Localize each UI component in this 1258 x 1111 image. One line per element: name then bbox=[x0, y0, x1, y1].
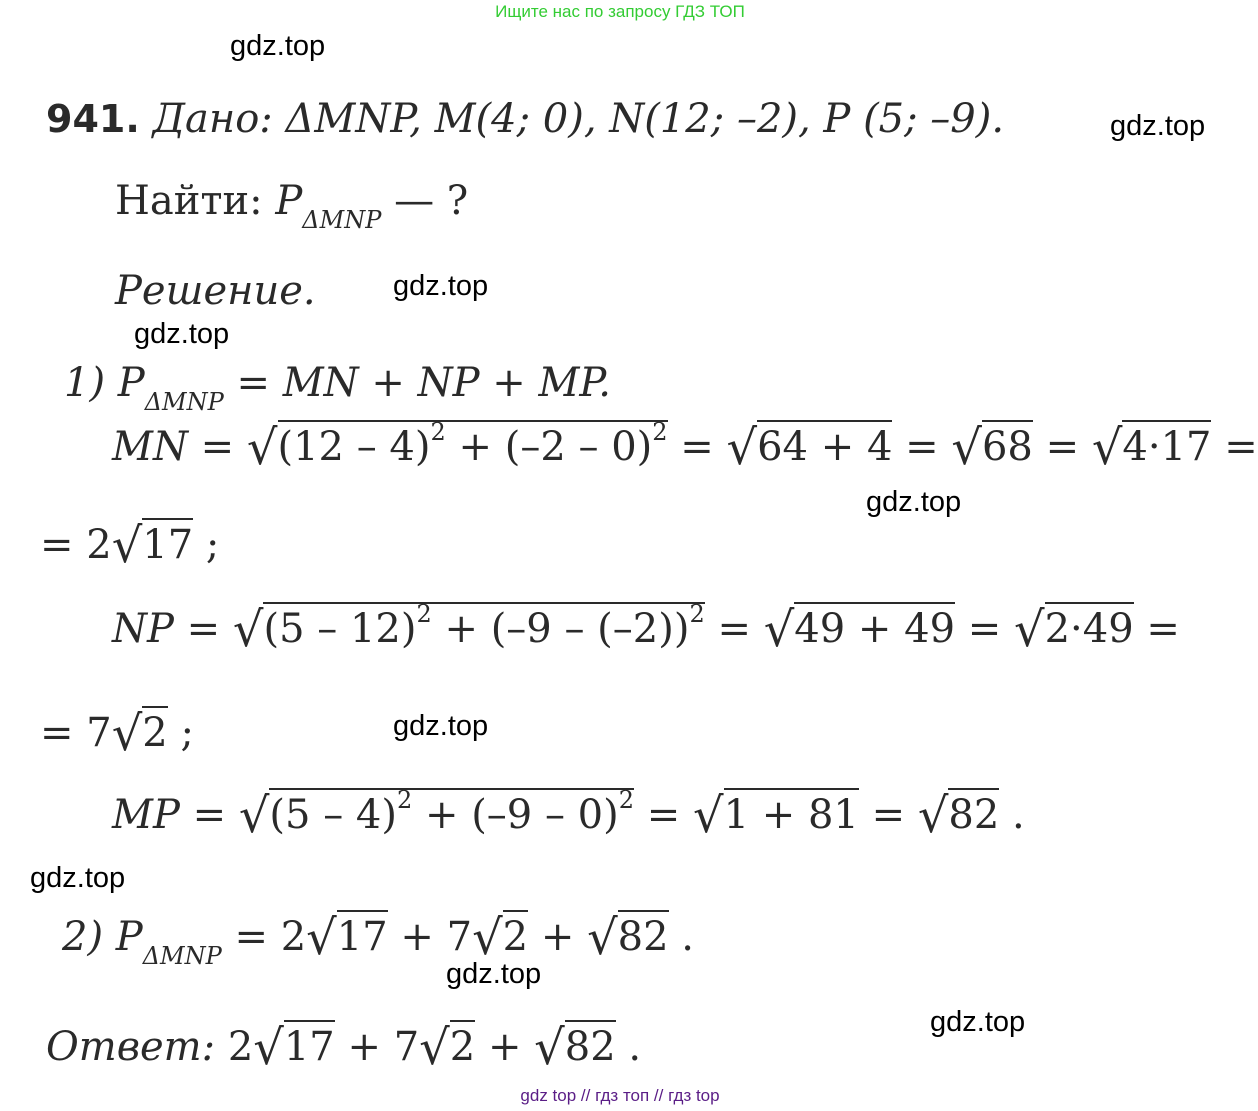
exponent: 2 bbox=[689, 600, 705, 628]
step1-subscript: ΔMNP bbox=[144, 388, 224, 416]
watermark: gdz.top bbox=[930, 1006, 1026, 1038]
exponent: 2 bbox=[618, 786, 635, 814]
watermark: gdz.top bbox=[393, 710, 489, 742]
step1-lhs: 1) P bbox=[64, 360, 145, 406]
given-text: ΔMNP, M(4; 0), N(12; –2), P (5; –9). bbox=[285, 96, 1005, 142]
np-line bbox=[112, 600, 1180, 658]
radicand: 49 + 49 bbox=[794, 602, 955, 652]
step2-subscript: ΔMNP bbox=[142, 942, 222, 970]
radicand: 68 bbox=[982, 420, 1033, 470]
find-subscript: ΔMNP bbox=[302, 206, 382, 234]
radicand: 17 bbox=[142, 518, 193, 568]
np-radical-2: √49 + 49 bbox=[763, 602, 956, 658]
step2-radical-2: √2 bbox=[472, 910, 529, 966]
given-label: Дано: bbox=[152, 96, 273, 142]
footer-links: gdz top // гдз топ // гдз top bbox=[520, 1086, 720, 1105]
mn-radical-4: √4·17 bbox=[1091, 420, 1212, 476]
equals: = bbox=[1224, 424, 1258, 470]
equals: = bbox=[680, 424, 714, 470]
find-label: Найти: bbox=[115, 178, 263, 224]
radicand: 2·49 bbox=[1045, 602, 1134, 652]
mp-line bbox=[112, 786, 1025, 844]
radicand: 82 bbox=[618, 910, 669, 960]
mn-radical-3: √68 bbox=[951, 420, 1033, 476]
mn-result bbox=[40, 518, 220, 574]
radicand: 2 bbox=[450, 1020, 475, 1070]
mn-result-radical: √17 bbox=[111, 518, 194, 574]
solution-label: Решение. bbox=[115, 268, 316, 314]
equals: = bbox=[967, 606, 1002, 652]
period: . bbox=[628, 1024, 642, 1070]
radicand: 2 bbox=[503, 910, 528, 960]
answer-radical-2: √2 bbox=[419, 1020, 476, 1076]
plus-coefficient: + 7 bbox=[400, 914, 473, 960]
period: . bbox=[681, 914, 694, 960]
np-label: NP = bbox=[112, 606, 221, 652]
equals: = bbox=[871, 792, 906, 838]
answer-radical-1: √17 bbox=[253, 1020, 335, 1076]
exponent: 2 bbox=[416, 600, 432, 628]
step2-line bbox=[62, 910, 694, 970]
mp-radical-2: √1 + 81 bbox=[692, 788, 859, 844]
radicand-part: + (–9 – 0) bbox=[424, 792, 619, 838]
plus: + bbox=[540, 914, 575, 960]
radicand-part: (12 – 4) bbox=[277, 424, 431, 470]
step2-radical-3: √82 bbox=[587, 910, 669, 966]
equals: = bbox=[1045, 424, 1080, 470]
mp-radical-1: √(5 – 4)$^2$ + (–9 – 0)$^2$ bbox=[238, 786, 635, 844]
step2-radical-1: √17 bbox=[306, 910, 388, 966]
np-result bbox=[40, 706, 194, 762]
equals: = bbox=[905, 424, 939, 470]
answer-radical-3: √82 bbox=[534, 1020, 616, 1076]
radicand: 82 bbox=[948, 788, 999, 838]
coefficient: = 2 bbox=[40, 522, 112, 568]
mp-label: MP = bbox=[112, 792, 227, 838]
np-radical-1: √(5 – 12)$^2$ + (–9 – (–2))$^2$ bbox=[232, 600, 705, 658]
radicand: 1 + 81 bbox=[724, 788, 859, 838]
watermark: gdz.top bbox=[1110, 110, 1206, 142]
find-line bbox=[115, 178, 469, 234]
equals-coefficient: = 2 bbox=[234, 914, 307, 960]
watermark: gdz.top bbox=[446, 958, 542, 990]
np-radical-3: √2·49 bbox=[1013, 602, 1134, 658]
watermark: gdz.top bbox=[393, 270, 489, 302]
radicand-part: + (–2 – 0) bbox=[458, 424, 653, 470]
radicand: 4·17 bbox=[1122, 420, 1211, 470]
semicolon: ; bbox=[205, 522, 220, 568]
mn-label: MN = bbox=[112, 424, 235, 470]
step1-line bbox=[64, 360, 611, 416]
plus-coefficient: + 7 bbox=[347, 1024, 420, 1070]
radicand: 2 bbox=[142, 706, 167, 756]
radicand: 82 bbox=[565, 1020, 616, 1070]
step1-rhs: = MN + NP + MP. bbox=[236, 360, 611, 406]
step2-lhs: 2) P bbox=[62, 914, 143, 960]
semicolon: ; bbox=[180, 710, 194, 756]
coefficient: = 7 bbox=[40, 710, 112, 756]
find-tail: — ? bbox=[394, 178, 469, 224]
exponent: 2 bbox=[430, 418, 446, 446]
search-banner: Ищите нас по запросу ГДЗ ТОП bbox=[495, 2, 745, 21]
radicand-part: (5 – 12) bbox=[263, 606, 417, 652]
watermark: gdz.top bbox=[30, 862, 126, 894]
np-result-radical: √2 bbox=[111, 706, 168, 762]
problem-number: 941. bbox=[46, 97, 140, 141]
given-line bbox=[46, 96, 1004, 142]
mn-radical-1: √(12 – 4)$^2$ + (–2 – 0)$^2$ bbox=[246, 418, 668, 476]
exponent: 2 bbox=[652, 418, 668, 446]
watermark: gdz.top bbox=[866, 486, 962, 518]
radicand: 64 + 4 bbox=[757, 420, 892, 470]
find-p: P bbox=[275, 178, 303, 224]
plus: + bbox=[487, 1024, 522, 1070]
mn-line bbox=[112, 418, 1258, 476]
radicand: 17 bbox=[284, 1020, 335, 1070]
exponent: 2 bbox=[396, 786, 413, 814]
equals: = bbox=[1146, 606, 1180, 652]
radicand-part: (5 – 4) bbox=[269, 792, 397, 838]
watermark: gdz.top bbox=[230, 30, 326, 62]
mn-radical-2: √64 + 4 bbox=[726, 420, 893, 476]
coefficient: 2 bbox=[227, 1024, 254, 1070]
radicand: 17 bbox=[337, 910, 388, 960]
radicand-part: + (–9 – (–2)) bbox=[444, 606, 690, 652]
equals: = bbox=[717, 606, 751, 652]
period: . bbox=[1012, 792, 1025, 838]
equals: = bbox=[646, 792, 681, 838]
mp-radical-3: √82 bbox=[917, 788, 1000, 844]
answer-label: Ответ: bbox=[46, 1024, 216, 1070]
watermark: gdz.top bbox=[134, 318, 230, 350]
answer-line bbox=[46, 1020, 642, 1076]
